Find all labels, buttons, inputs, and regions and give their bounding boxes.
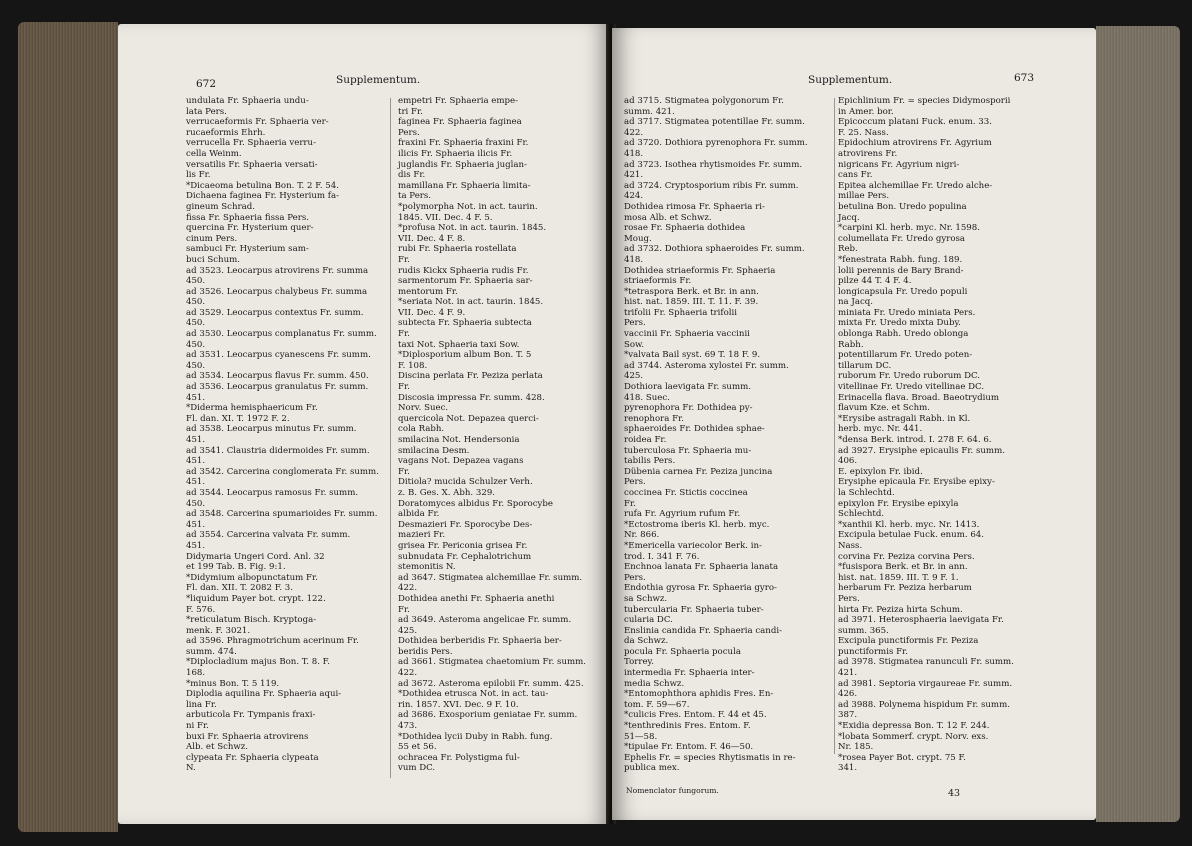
text-line: sambuci Fr. Hysterium sam-	[186, 244, 309, 255]
text-line: 421.	[624, 170, 644, 181]
text-line: buci Schum.	[186, 254, 240, 265]
text-line: hist. nat. 1859. III. T. 11. F. 39.	[624, 297, 759, 308]
text-line: 473.	[398, 721, 418, 732]
text-line: summ. 421.	[624, 106, 675, 117]
footer-signature: Nomenclator fungorum.	[626, 786, 719, 795]
text-line: mosa Alb. et Schwz.	[624, 212, 712, 223]
text-line: Nr. 866.	[624, 530, 660, 541]
text-line: ad 3538. Leocarpus minutus Fr. summ.	[186, 424, 357, 435]
text-line: tillarum DC.	[838, 360, 892, 371]
text-line: Reb.	[838, 244, 858, 255]
text-line: cinum Pers.	[186, 233, 238, 244]
text-line: *reticulatum Bisch. Kryptoga-	[186, 615, 317, 626]
text-line: *Diplocladium majus Bon. T. 8. F.	[186, 657, 331, 668]
text-line: epixylon Fr. Erysibe epixyla	[838, 498, 959, 509]
text-line: summ. 365.	[838, 625, 889, 636]
text-line: Nr. 185.	[838, 742, 874, 753]
text-line: lata Pers.	[186, 106, 227, 117]
text-line: Pers.	[838, 593, 860, 604]
text-line: oblonga Rabh. Uredo oblonga	[838, 329, 969, 340]
text-line: 424.	[624, 191, 644, 202]
text-line: Pers.	[624, 318, 646, 329]
text-line: stemonitis N.	[398, 562, 456, 573]
text-line: Didymaria Ungeri Cord. Anl. 32	[186, 551, 325, 562]
text-line: ruborum Fr. Uredo ruborum DC.	[838, 371, 981, 382]
text-line: Doratomyces albidus Fr. Sporocybe	[398, 498, 553, 509]
text-line: arbuticola Fr. Tympanis fraxi-	[186, 710, 316, 721]
text-line: 451.	[186, 435, 206, 445]
text-line: Dichaena faginea Fr. Hysterium fa-	[186, 191, 339, 202]
text-line: ta Pers.	[398, 191, 432, 202]
text-line: Fr.	[398, 254, 410, 265]
text-line: sarmentorum Fr. Sphaeria sar-	[398, 276, 533, 287]
text-line: atrovirens Fr.	[838, 148, 898, 159]
text-line: Fr.	[398, 466, 410, 477]
text-line: E. epixylon Fr. ibid.	[838, 466, 923, 477]
text-line: 450.	[186, 276, 206, 287]
text-line: Enchnoa lanata Fr. Sphaeria lanata	[624, 562, 779, 573]
text-line: 426.	[838, 689, 858, 700]
column-rule-right	[834, 98, 835, 754]
text-line: VII. Dec. 4 F. 8.	[398, 233, 466, 244]
text-line: ad 3717. Stigmatea potentillae Fr. summ.	[624, 117, 805, 128]
text-line: ilicis Fr. Sphaeria ilicis Fr.	[398, 148, 513, 159]
text-line: ad 3534. Leocarpus flavus Fr. summ. 450.	[186, 371, 369, 382]
text-line: VII. Dec. 4 F. 9.	[398, 307, 466, 318]
text-line: *Diplosporium album Bon. T. 5	[398, 350, 532, 361]
text-line: faginea Fr. Sphaeria faginea	[398, 117, 522, 128]
text-line: striaeformis Fr.	[624, 276, 692, 287]
text-line: ad 3686. Exosporium geniatae Fr. summ.	[398, 710, 578, 721]
text-line: ad 3526. Leocarpus chalybeus Fr. summa	[186, 286, 368, 297]
text-line: tri Fr.	[398, 106, 423, 117]
text-line: tubercularia Fr. Sphaeria tuber-	[624, 604, 764, 615]
text-line: miniata Fr. Uredo miniata Pers.	[838, 307, 976, 318]
text-line: Fr.	[398, 604, 410, 615]
text-line: 406.	[838, 456, 858, 467]
text-line: *Entomophthora aphidis Fres. En-	[624, 689, 774, 700]
text-line: Desmazieri Fr. Sporocybe Des-	[398, 519, 533, 530]
text-line: subtecta Fr. Sphaeria subtecta	[398, 318, 532, 329]
text-line: Epichlinium Fr. = species Didymosporii	[838, 96, 1011, 106]
text-line: Fr.	[398, 382, 410, 393]
text-line: Pers.	[624, 572, 646, 583]
text-line: rucaeformis Ehrh.	[186, 127, 266, 138]
text-line: et 199 Tab. B. Fig. 9:1.	[186, 562, 286, 573]
text-line: cella Weinm.	[186, 148, 242, 159]
text-line: ad 3529. Leocarpus contextus Fr. summ.	[186, 307, 364, 318]
text-line: 422.	[398, 583, 418, 594]
text-line: mamillana Fr. Sphaeria limita-	[398, 180, 531, 191]
text-line: *tenthredinis Fres. Entom. F.	[624, 721, 751, 732]
text-line: quercina Fr. Hysterium quer-	[186, 223, 314, 234]
text-line: *lobata Sommerf. crypt. Norv. exs.	[838, 731, 989, 742]
text-line: ad 3723. Isothea rhytismoides Fr. summ.	[624, 159, 803, 170]
text-line: *fenestrata Rabh. fung. 189.	[838, 254, 963, 265]
text-line: cularia DC.	[624, 615, 673, 626]
text-line: dis Fr.	[398, 170, 426, 181]
text-line: *Diderma hemisphaericum Fr.	[186, 403, 318, 414]
text-line: Fl. dan. XI. T. 1972 F. 2.	[186, 413, 290, 424]
text-line: *densa Berk. introd. I. 278 F. 64. 6.	[838, 435, 992, 445]
text-line: ad 3661. Stigmatea chaetomium Fr. summ.	[398, 657, 587, 668]
text-line: Diplodia aquilina Fr. Sphaeria aqui-	[186, 689, 342, 700]
text-line: media Schwz.	[624, 678, 685, 689]
text-line: Epicoccum platani Fuck. enum. 33.	[838, 117, 992, 128]
text-line: potentillarum Fr. Uredo poten-	[838, 350, 973, 361]
text-line: lina Fr.	[186, 699, 217, 710]
text-line: 421.	[838, 668, 858, 679]
left-page	[118, 24, 610, 824]
text-line: rin. 1857. XVI. Dec. 9 F. 10.	[398, 699, 519, 710]
text-line: z. B. Ges. X. Abh. 329.	[398, 487, 496, 498]
text-line: *Emericella variecolor Berk. in-	[624, 540, 762, 551]
text-line: Ditiola? mucida Schulzer Verh.	[398, 477, 533, 488]
text-line: ad 3978. Stigmatea ranunculi Fr. summ.	[838, 657, 1014, 668]
text-line: Sow.	[624, 339, 645, 350]
text-line: Fr.	[398, 329, 410, 340]
text-line: herbarum Fr. Peziza herbarum	[838, 583, 972, 594]
text-line: 51—58.	[624, 731, 658, 742]
text-line: rudis Kickx Sphaeria rudis Fr.	[398, 265, 529, 276]
text-line: 418.	[624, 254, 644, 265]
text-line: empetri Fr. Sphaeria empe-	[398, 96, 519, 106]
text-line: Schlechtd.	[838, 509, 885, 520]
right-page	[612, 28, 1096, 820]
text-line: mixta Fr. Uredo mixta Duby.	[838, 318, 961, 329]
page-number-left: 672	[196, 78, 217, 90]
text-line: Nass.	[838, 540, 863, 551]
text-line: 450.	[186, 318, 206, 329]
text-line: publica mex.	[624, 763, 680, 774]
text-line: albida Fr.	[398, 509, 440, 520]
text-line: ad 3724. Cryptosporium ribis Fr. summ.	[624, 180, 799, 191]
page-number-right: 673	[1014, 72, 1035, 84]
text-line: 451.	[186, 540, 206, 551]
text-line: 451.	[186, 519, 206, 530]
text-line: ad 3672. Asteroma epilobii Fr. summ. 425.	[398, 678, 584, 689]
column-rule-left	[390, 98, 391, 778]
text-line: 387.	[838, 710, 858, 721]
text-line: 450.	[186, 339, 206, 350]
text-line: da Schwz.	[624, 636, 669, 647]
text-line: buxi Fr. Sphaeria atrovirens	[186, 731, 309, 742]
text-line: Epidochium atrovirens Fr. Agyrium	[838, 138, 992, 149]
text-line: 425.	[624, 371, 644, 382]
text-line: versatilis Fr. Sphaeria versati-	[186, 159, 318, 170]
text-line: *minus Bon. T. 5 119.	[186, 678, 280, 689]
right-column-2	[838, 96, 1048, 774]
text-line: columellata Fr. Uredo gyrosa	[838, 233, 966, 244]
text-line: N.	[186, 763, 196, 774]
text-line: coccinea Fr. Stictis coccinea	[624, 487, 748, 498]
text-line: *culicis Fres. Entom. F. 44 et 45.	[624, 710, 767, 721]
running-header-right: Supplementum.	[808, 74, 893, 86]
text-line: 422.	[624, 127, 644, 138]
text-line: *Dothidea lycii Duby in Rabh. fung.	[398, 731, 553, 742]
text-line: 451.	[186, 477, 206, 488]
text-line: Jacq.	[838, 212, 860, 223]
text-line: lolii perennis de Bary Brand-	[838, 265, 964, 276]
text-line: ad 3927. Erysiphe epicaulis Fr. summ.	[838, 445, 1005, 456]
text-line: *Exidia depressa Bon. T. 12 F. 244.	[838, 721, 990, 732]
text-line: *liquidum Payer bot. crypt. 122.	[186, 593, 326, 604]
text-line: flavum Kze. et Schm.	[838, 403, 931, 414]
text-line: Endothia gyrosa Fr. Sphaeria gyro-	[624, 583, 777, 594]
text-line: vaccinii Fr. Sphaeria vaccinii	[624, 329, 750, 340]
text-line: Alb. et Schwz.	[186, 742, 249, 753]
text-line: quercicola Not. Depazea querci-	[398, 413, 539, 424]
text-line: Dothidea berberidis Fr. Sphaeria ber-	[398, 636, 562, 647]
text-line: Pers.	[398, 127, 420, 138]
text-line: pilze 44 T. 4 F. 4.	[838, 276, 912, 287]
text-line: beridis Pers.	[398, 646, 453, 657]
text-line: 425.	[398, 625, 418, 636]
text-line: *fusispora Berk. et Br. in ann.	[838, 562, 968, 573]
text-line: 418.	[624, 148, 644, 159]
text-line: 450.	[186, 498, 206, 509]
text-line: Discosia impressa Fr. summ. 428.	[398, 392, 545, 403]
text-line: Moug.	[624, 233, 652, 244]
text-line: roidea Fr.	[624, 435, 667, 445]
left-column-1	[186, 96, 390, 774]
text-line: Erinacella flava. Broad. Baeotrydium	[838, 392, 1000, 403]
text-line: sa Schwz.	[624, 593, 668, 604]
text-line: mazieri Fr.	[398, 530, 446, 541]
text-line: 55 et 56.	[398, 742, 437, 753]
text-line: millae Pers.	[838, 191, 890, 202]
text-line: ad 3732. Dothiora sphaeroides Fr. summ.	[624, 244, 805, 255]
text-line: verrucella Fr. Sphaeria verru-	[186, 138, 316, 149]
text-line: cola Rabh.	[398, 424, 445, 435]
text-line: F. 576.	[186, 604, 216, 615]
text-line: herb. myc. Nr. 441.	[838, 424, 923, 435]
text-line: ad 3554. Carcerina valvata Fr. summ.	[186, 530, 351, 541]
text-line: ad 3647. Stigmatea alchemillae Fr. summ.	[398, 572, 583, 583]
text-line: rufa Fr. Agyrium rufum Fr.	[624, 509, 741, 520]
text-line: smilacina Desm.	[398, 445, 470, 456]
right-column-1	[624, 96, 836, 774]
text-line: Dothidea anethi Fr. Sphaeria anethi	[398, 593, 555, 604]
text-line: ad 3596. Phragmotrichum acerinum Fr.	[186, 636, 359, 647]
text-line: la Schlechtd.	[838, 487, 895, 498]
text-line: fraxini Fr. Sphaeria fraxini Fr.	[398, 138, 529, 149]
text-line: ni Fr.	[186, 721, 209, 732]
text-line: ad 3649. Asteroma angelicae Fr. summ.	[398, 615, 572, 626]
text-line: 168.	[186, 668, 206, 679]
text-line: trifolii Fr. Sphaeria trifolii	[624, 307, 737, 318]
text-line: gineum Schrad.	[186, 201, 255, 212]
text-line: *xanthii Kl. herb. myc. Nr. 1413.	[838, 519, 980, 530]
text-line: ad 3744. Asteroma xylostei Fr. summ.	[624, 360, 789, 371]
text-line: hirta Fr. Peziza hirta Schum.	[838, 604, 963, 615]
text-line: Excipula punctiformis Fr. Peziza	[838, 636, 979, 647]
text-line: renophora Fr.	[624, 413, 684, 424]
left-column-2	[398, 96, 602, 774]
text-line: vum DC.	[398, 763, 436, 774]
text-line: sphaeroides Fr. Dothidea sphae-	[624, 424, 765, 435]
text-line: trod. I. 341 F. 76.	[624, 551, 700, 562]
text-line: Norv. Suec.	[398, 403, 449, 414]
text-line: ochracea Fr. Polystigma ful-	[398, 752, 520, 763]
text-line: ad 3971. Heterosphaeria laevigata Fr.	[838, 615, 1004, 626]
text-line: juglandis Fr. Sphaeria juglan-	[398, 159, 527, 170]
text-line: pyrenophora Fr. Dothidea py-	[624, 403, 753, 414]
text-line: grisea Fr. Periconia grisea Fr.	[398, 540, 528, 551]
text-line: *Erysibe astragali Rabh. in Kl.	[838, 413, 971, 424]
text-line: 450.	[186, 297, 206, 308]
text-line: cans Fr.	[838, 170, 873, 181]
text-line: F. 25. Nass.	[838, 127, 889, 138]
text-line: Dothiora laevigata Fr. summ.	[624, 382, 751, 393]
text-line: tabilis Pers.	[624, 456, 676, 467]
text-line: Discina perlata Fr. Peziza perlata	[398, 371, 543, 382]
text-line: clypeata Fr. Sphaeria clypeata	[186, 752, 319, 763]
text-line: in Amer. bor.	[838, 106, 894, 117]
text-line: Erysiphe epicaula Fr. Erysibe epixy-	[838, 477, 995, 488]
text-line: F. 108.	[398, 360, 428, 371]
text-line: 341.	[838, 763, 858, 774]
text-line: ad 3981. Septoria virgaureae Fr. summ.	[838, 678, 1013, 689]
running-header-left: Supplementum.	[336, 74, 421, 86]
text-line: ad 3720. Dothiora pyrenophora Fr. summ.	[624, 138, 808, 149]
text-line: betulina Bon. Uredo populina	[838, 201, 967, 212]
text-line: ad 3715. Stigmatea polygonorum Fr.	[624, 96, 784, 106]
text-line: Dothidea rimosa Fr. Sphaeria ri-	[624, 201, 765, 212]
text-line: hist. nat. 1859. III. T. 9 F. 1.	[838, 572, 959, 583]
text-line: 450.	[186, 360, 206, 371]
text-line: tom. F. 59—67.	[624, 699, 690, 710]
text-line: Dothidea striaeformis Fr. Sphaeria	[624, 265, 776, 276]
text-line: ad 3523. Leocarpus atrovirens Fr. summa	[186, 265, 369, 276]
text-line: Rabh.	[838, 339, 864, 350]
text-line: *valvata Bail syst. 69 T. 18 F. 9.	[624, 350, 761, 361]
text-line: Torrey.	[624, 657, 654, 668]
text-line: punctiformis Fr.	[838, 646, 908, 657]
text-line: 418. Suec.	[624, 392, 670, 403]
text-line: summ. 474.	[186, 646, 237, 657]
text-line: mentorum Fr.	[398, 286, 458, 297]
text-line: *Dothidea etrusca Not. in act. tau-	[398, 689, 549, 700]
text-line: ad 3541. Claustria didermoides Fr. summ.	[186, 445, 370, 456]
text-line: Dübenia carnea Fr. Peziza juncina	[624, 466, 773, 477]
text-line: Pers.	[624, 477, 646, 488]
text-line: Ephelis Fr. = species Rhytismatis in re-	[624, 752, 796, 763]
text-line: *polymorpha Not. in act. taurin.	[398, 201, 538, 212]
text-line: *tipulae Fr. Entom. F. 46—50.	[624, 742, 754, 753]
text-line: ad 3530. Leocarpus complanatus Fr. summ.	[186, 329, 377, 340]
text-line: ad 3544. Leocarpus ramosus Fr. summ.	[186, 487, 359, 498]
text-line: *Dicaeoma betulina Bon. T. 2 F. 54.	[186, 180, 339, 191]
text-line: *Ectostroma iberis Kl. herb. myc.	[624, 519, 770, 530]
book-page-edges-left	[18, 22, 118, 832]
text-line: taxi Not. Sphaeria taxi Sow.	[398, 339, 520, 350]
text-line: fissa Fr. Sphaeria fissa Pers.	[186, 212, 309, 223]
text-line: *Didymium albopunctatum Fr.	[186, 572, 318, 583]
text-line: *carpini Kl. herb. myc. Nr. 1598.	[838, 223, 980, 234]
text-line: ad 3531. Leocarpus cyanescens Fr. summ.	[186, 350, 371, 361]
text-line: 422.	[398, 668, 418, 679]
text-line: ad 3548. Carcerina spumarioides Fr. summ.	[186, 509, 378, 520]
text-line: ad 3988. Polynema hispidum Fr. summ.	[838, 699, 1010, 710]
text-line: smilacina Not. Hendersonia	[398, 435, 520, 445]
text-line: undulata Fr. Sphaeria undu-	[186, 96, 309, 106]
text-line: Fl. dan. XII. T. 2082 F. 3.	[186, 583, 293, 594]
text-line: Epitea alchemillae Fr. Uredo alche-	[838, 180, 993, 191]
footer-sheet-number: 43	[948, 788, 961, 799]
text-line: ad 3542. Carcerina conglomerata Fr. summ.	[186, 466, 379, 477]
text-line: verrucaeformis Fr. Sphaeria ver-	[186, 117, 329, 128]
book-page-edges-right	[1096, 26, 1180, 822]
text-line: longicapsula Fr. Uredo populi	[838, 286, 968, 297]
text-line: *tetraspora Berk. et Br. in ann.	[624, 286, 759, 297]
text-line: Excipula betulae Fuck. enum. 64.	[838, 530, 985, 541]
text-line: vagans Not. Depazea vagans	[398, 456, 524, 467]
text-line: intermedia Fr. Sphaeria inter-	[624, 668, 755, 679]
text-line: rosae Fr. Sphaeria dothidea	[624, 223, 746, 234]
text-line: Fr.	[624, 498, 636, 509]
text-line: *seriata Not. in act. taurin. 1845.	[398, 297, 544, 308]
text-line: rubi Fr. Sphaeria rostellata	[398, 244, 517, 255]
text-line: Enslinia candida Fr. Sphaeria candi-	[624, 625, 782, 636]
text-line: tuberculosa Fr. Sphaeria mu-	[624, 445, 752, 456]
text-line: *rosea Payer Bot. crypt. 75 F.	[838, 752, 966, 763]
text-line: 451.	[186, 456, 206, 467]
text-line: subnudata Fr. Cephalotrichum	[398, 551, 532, 562]
text-line: vitellinae Fr. Uredo vitellinae DC.	[838, 382, 985, 393]
text-line: pocula Fr. Sphaeria pocula	[624, 646, 741, 657]
text-line: ad 3536. Leocarpus granulatus Fr. summ.	[186, 382, 369, 393]
text-line: 451.	[186, 392, 206, 403]
text-line: menk. F. 3021.	[186, 625, 251, 636]
text-line: 1845. VII. Dec. 4 F. 5.	[398, 212, 493, 223]
text-line: corvina Fr. Peziza corvina Pers.	[838, 551, 975, 562]
text-line: na Jacq.	[838, 297, 874, 308]
text-line: lis Fr.	[186, 170, 211, 181]
text-line: nigricans Fr. Agyrium nigri-	[838, 159, 960, 170]
text-line: *profusa Not. in act. taurin. 1845.	[398, 223, 547, 234]
